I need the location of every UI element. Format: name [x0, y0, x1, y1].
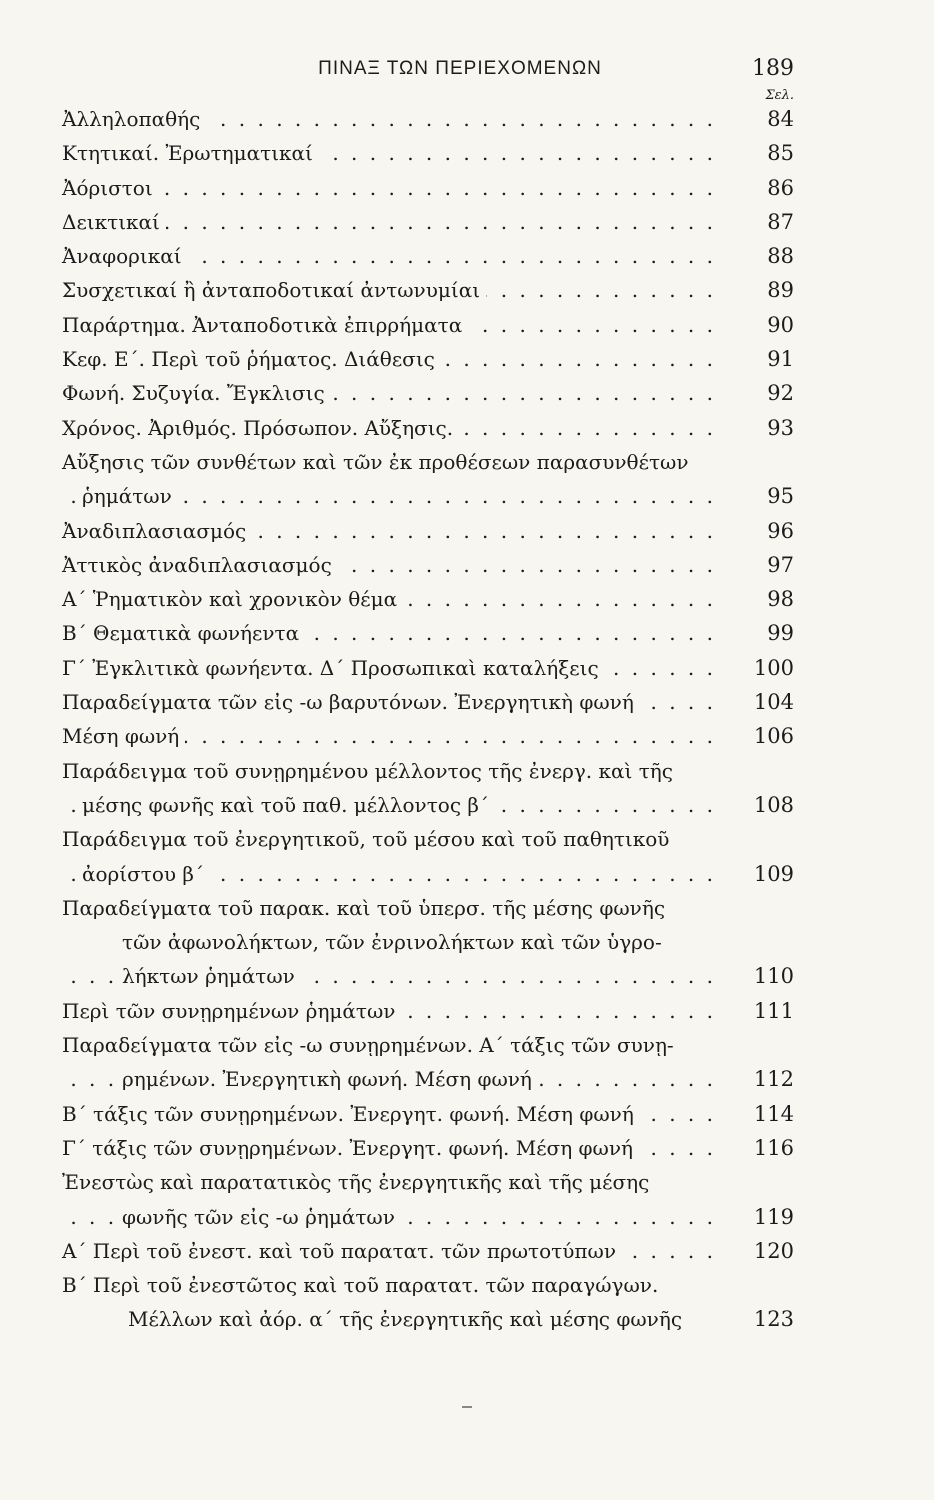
toc-entry-text: Κτητικαί. Ἐρωτηματικαί — [62, 141, 319, 165]
toc-entry-text: ρημένων. Ἐνεργητικὴ φωνή. Μέση φωνή — [122, 1067, 538, 1091]
toc-entry — [62, 1062, 800, 1096]
toc-entry — [62, 1268, 800, 1302]
toc-entry — [62, 171, 800, 205]
toc-entry — [62, 891, 800, 925]
toc-entry-text: Ἀναφορικαί — [62, 244, 188, 268]
toc-entry-text: Γ΄ Ἐγκλιτικὰ φωνήεντα. Δ΄ Προσωπικαὶ καταλήξεις — [62, 656, 605, 680]
toc-entry — [62, 582, 800, 616]
toc-entry-text: ῥημάτων — [82, 484, 178, 508]
toc-entry — [62, 1302, 800, 1336]
toc-entry-page: 86 — [767, 175, 794, 200]
toc-entry-page: 85 — [767, 141, 794, 166]
toc-entry-text: Συσχετικαί ἢ ἀνταποδοτικαί ἀντωνυμίαι — [62, 278, 486, 302]
toc-entry-text: Περὶ τῶν συνῃρημένων ῥημάτων — [62, 999, 401, 1023]
toc-entry-page: 90 — [767, 312, 794, 337]
toc-entry-page: 98 — [767, 587, 794, 612]
toc-entry — [62, 308, 800, 342]
toc-entry-text: Παράδειγμα τοῦ συνῃρημένου μέλλοντος τῆς ἐνεργ. καὶ τῆς — [62, 759, 679, 783]
toc-entry-text: Κεφ. Ε΄. Περὶ τοῦ ῥήματος. Διάθεσις — [62, 347, 441, 371]
toc-entry-page: 91 — [767, 347, 794, 372]
toc-entry-text: Αὔξησις τῶν συνθέτων καὶ τῶν ἐκ προθέσεων παρασυνθέτων — [62, 450, 694, 474]
toc-entry — [62, 1028, 800, 1062]
toc-entry-text: Ἀόριστοι — [62, 176, 159, 200]
toc-entry — [62, 1200, 800, 1234]
toc-entry — [62, 994, 800, 1028]
toc-entry-text: Χρόνος. Ἀριθμός. Πρόσωπον. Αὔξησις. — [62, 416, 459, 440]
toc-entry — [62, 1165, 800, 1199]
toc-entry-text: Μέλλων καὶ ἀόρ. α΄ τῆς ἐνεργητικῆς καὶ μέσης φωνῆς — [128, 1307, 688, 1331]
toc-entry-page: 87 — [767, 209, 794, 234]
toc-entry-page: 88 — [767, 244, 794, 269]
toc-entry-text: φωνῆς τῶν εἰς -ω ῥημάτων — [122, 1205, 401, 1229]
toc-entry — [62, 685, 800, 719]
toc-entry-text: ἀορίστου β΄ — [82, 862, 210, 886]
toc-entry-page: 110 — [753, 964, 794, 989]
toc-entry-text: λήκτων ῥημάτων — [122, 964, 301, 988]
table-of-contents — [62, 102, 800, 1337]
toc-entry-text: Παραδείγματα τοῦ παρακ. καὶ τοῦ ὑπερσ. τῆς μέσης φωνῆς — [62, 896, 671, 920]
toc-entry — [62, 754, 800, 788]
toc-entry-text: μέσης φωνῆς καὶ τοῦ παθ. μέλλοντος β΄ — [82, 793, 495, 817]
page-number: 189 — [752, 56, 794, 81]
toc-entry-page: 99 — [767, 621, 794, 646]
toc-entry — [62, 1131, 800, 1165]
toc-entry-page: 97 — [767, 552, 794, 577]
toc-entry-page: 92 — [767, 381, 794, 406]
toc-entry-page: 109 — [753, 861, 794, 886]
toc-entry-page: 120 — [753, 1238, 794, 1263]
toc-entry — [62, 616, 800, 650]
toc-entry-text: Α΄ Ῥηματικὸν καὶ χρονικὸν θέμα — [62, 587, 403, 611]
toc-entry-text: Ἀττικὸς ἀναδιπλασιασμός — [62, 553, 338, 577]
toc-entry-text: Παράρτημα. Ἀνταποδοτικὰ ἐπιρρήματα — [62, 313, 468, 337]
toc-entry — [62, 719, 800, 753]
toc-entry — [62, 925, 800, 959]
toc-entry-text: Μέση φωνή — [62, 724, 185, 748]
toc-entry-text: Ἐνεστὼς καὶ παρατατικὸς τῆς ἐνεργητικῆς καὶ τῆς μέσης — [62, 1170, 655, 1194]
toc-entry-page: 112 — [753, 1067, 794, 1092]
toc-entry — [62, 239, 800, 273]
toc-entry — [62, 479, 800, 513]
toc-entry-text: Παράδειγμα τοῦ ἐνεργητικοῦ, τοῦ μέσου καὶ τοῦ παθητικοῦ — [62, 827, 675, 851]
toc-entry-page: 96 — [767, 518, 794, 543]
toc-entry-page: 100 — [753, 655, 794, 680]
page-column-label: Σελ. — [765, 88, 794, 103]
toc-entry-page: 95 — [767, 484, 794, 509]
toc-entry — [62, 273, 800, 307]
toc-entry-text: Φωνή. Συζυγία. Ἔγκλισις — [62, 381, 331, 405]
toc-entry — [62, 376, 800, 410]
toc-entry — [62, 205, 800, 239]
toc-entry — [62, 445, 800, 479]
toc-entry-page: 104 — [753, 690, 794, 715]
toc-entry — [62, 136, 800, 170]
toc-entry — [62, 548, 800, 582]
toc-entry-text: Ἀλληλοπαθής — [62, 107, 206, 131]
toc-entry-text: Παραδείγματα τῶν εἰς -ω συνῃρημένων. Α΄ τάξις τῶν συνῃ- — [62, 1033, 680, 1057]
toc-entry-text: Παραδείγματα τῶν εἰς -ω βαρυτόνων. Ἐνεργητικὴ φωνή — [62, 690, 640, 714]
toc-entry-page: 106 — [753, 724, 794, 749]
running-title: ΠΙΝΑΞ ΤΩΝ ΠΕΡΙΕΧΟΜΕΝΩΝ — [318, 58, 602, 79]
toc-entry-page: 116 — [753, 1135, 794, 1160]
toc-entry — [62, 411, 800, 445]
toc-entry — [62, 788, 800, 822]
toc-entry — [62, 822, 800, 856]
toc-entry — [62, 514, 800, 548]
footer-rule — [462, 1406, 472, 1408]
toc-entry-page: 119 — [753, 1204, 794, 1229]
toc-entry-page: 89 — [767, 278, 794, 303]
toc-entry-page: 108 — [753, 792, 794, 817]
toc-entry-page: 123 — [753, 1307, 794, 1332]
toc-entry-text: Δεικτικαί — [62, 210, 166, 234]
toc-entry — [62, 102, 800, 136]
toc-entry-text: Α΄ Περὶ τοῦ ἐνεστ. καὶ τοῦ παρατατ. τῶν πρωτοτύπων — [62, 1239, 622, 1263]
toc-entry-page: 93 — [767, 415, 794, 440]
toc-entry — [62, 1097, 800, 1131]
toc-entry-text: Β΄ τάξις τῶν συνῃρημένων. Ἐνεργητ. φωνή. Μέση φωνή — [62, 1102, 640, 1126]
toc-entry — [62, 959, 800, 993]
toc-entry-text: τῶν ἀφωνολήκτων, τῶν ἐνρινολήκτων καὶ τῶν ὑγρο- — [122, 930, 668, 954]
toc-entry — [62, 1234, 800, 1268]
toc-entry-page: 111 — [753, 998, 794, 1023]
page-header — [60, 54, 800, 84]
toc-entry-page: 114 — [753, 1101, 794, 1126]
toc-entry-text: Γ΄ τάξις τῶν συνῃρημένων. Ἐνεργητ. φωνή. Μέση φωνή — [62, 1136, 639, 1160]
toc-entry-text: Ἀναδιπλασιασμός — [62, 519, 252, 543]
toc-entry-page: 84 — [767, 107, 794, 131]
toc-entry — [62, 342, 800, 376]
toc-entry-text: Β΄ Θεματικὰ φωνήεντα — [62, 621, 305, 645]
toc-entry-text: Β΄ Περὶ τοῦ ἐνεστῶτος καὶ τοῦ παρατατ. τῶν παραγώγων. — [62, 1273, 664, 1297]
toc-entry — [62, 651, 800, 685]
toc-entry — [62, 857, 800, 891]
